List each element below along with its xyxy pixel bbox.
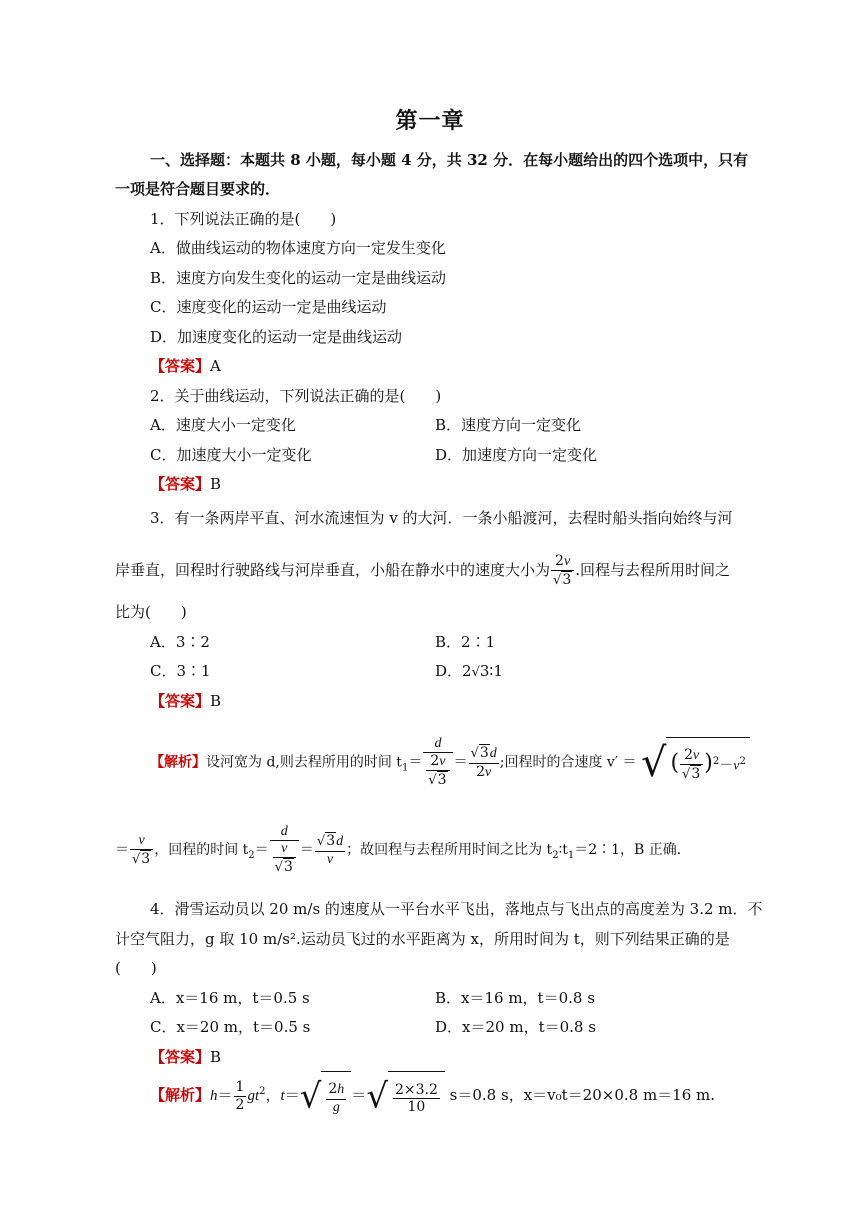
- q2-answer: 【答案】B: [150, 475, 222, 493]
- resultant-speed-sqrt: √ ( $\frac{2v}{√3}$ )$^2-v^2$: [641, 737, 750, 789]
- q1-answer-value: A: [210, 357, 221, 375]
- q3-option-a: A．3∶2: [150, 633, 210, 651]
- section-header-line-1: 一、选择题：本题共 8 小题，每小题 4 分，共 32 分．在每小题给出的四个选项中，只有: [150, 151, 749, 169]
- q4-option-b: B．x＝16 m，t＝0.8 s: [435, 989, 595, 1007]
- q3-option-b: B．2∶1: [435, 633, 496, 651]
- q2-stem: 2．关于曲线运动，下列说法正确的是( ): [150, 387, 442, 405]
- q3-stem-line-1: 3．有一条两岸平直、河水流速恒为 v 的大河．一条小船渡河，去程时船头指向始终与河: [150, 509, 733, 527]
- q3-analysis-line-1: 【解析】设河宽为 d,则去程所用的时间 $t_1=$ $\frac{d}{\frac{2v}{√3}}$ ＝ $\frac{√3d}{2v}$ ;回程时的合速度 v′ ＝ √ ( $\frac{2v}{√3}$ )$^2-v^2$: [150, 736, 750, 790]
- q2-option-c: C．加速度大小一定变化: [150, 446, 312, 464]
- q2-option-a: A．速度大小一定变化: [150, 416, 296, 434]
- q1-stem: 1．下列说法正确的是( ): [150, 210, 337, 228]
- q2-answer-value: B: [210, 475, 222, 493]
- q3-answer: 【答案】B: [150, 692, 222, 710]
- q4-answer: 【答案】B: [150, 1048, 222, 1066]
- q2-option-b: B．速度方向一定变化: [435, 416, 582, 434]
- answer-label: 【答案】: [150, 357, 211, 375]
- q3-option-d: D．2√3∶1: [435, 662, 503, 680]
- q4-analysis: 【解析】h＝ $\frac{1}{2}$ $gt^2$，t＝√ $\frac{2h}{g}$ ＝√ $\frac{2\times 3.2}{10}$ s＝0.8 s，x＝v₀t＝20×0.8 m＝16 m.: [150, 1068, 715, 1122]
- q1-option-d: D．加速度变化的运动一定是曲线运动: [150, 328, 403, 346]
- chapter-title: 第一章: [395, 108, 465, 134]
- section-header-line-2: 一项是符合题目要求的．: [115, 180, 281, 198]
- q3-analysis-line-2: ＝ $\frac{v}{√3}$ ，回程的时间 $t_2=$ $\frac{d}{\frac{v}{√3}}$ ＝ $\frac{√3d}{v}$ ；故回程与去程所用时间之比为 $t_2∶t_1=2∶1$，B 正确．: [115, 824, 691, 876]
- q2-option-d: D．加速度方向一定变化: [435, 446, 598, 464]
- q3-stem-line-2: 岸垂直，回程时行驶路线与河岸垂直，小船在静水中的速度大小为 $\frac{2v}{√3}$ .回程与去程所用时间之: [115, 552, 731, 589]
- q4-stem-line-3: ( ): [115, 959, 157, 977]
- q4-stem-line-1: 4．滑雪运动员以 20 m/s 的速度从一平台水平飞出，落地点与飞出点的高度差为 3.2 m．不: [150, 900, 763, 918]
- q3-option-c: C．3∶1: [150, 662, 211, 680]
- q1-option-b: B．速度方向发生变化的运动一定是曲线运动: [150, 269, 447, 287]
- q4-answer-value: B: [210, 1048, 222, 1066]
- q3-answer-value: B: [210, 692, 222, 710]
- q4-option-a: A．x＝16 m，t＝0.5 s: [150, 989, 310, 1007]
- q1-option-c: C．速度变化的运动一定是曲线运动: [150, 298, 387, 316]
- q3-speed-fraction: $\frac{2v}{√3}$: [551, 553, 574, 589]
- q4-option-c: C．x＝20 m，t＝0.5 s: [150, 1018, 311, 1036]
- q4-option-d: D．x＝20 m，t＝0.8 s: [435, 1018, 596, 1036]
- analysis-label: 【解析】: [150, 754, 206, 771]
- q1-option-a: A．做曲线运动的物体速度方向一定发生变化: [150, 239, 446, 257]
- q1-answer: [150, 356, 221, 376]
- q3-stem-line-3: 比为( ): [115, 603, 187, 621]
- q4-stem-line-2: 计空气阻力，g 取 10 m/s².运动员飞过的水平距离为 x，所用时间为 t，则下列结果正确的是: [115, 930, 730, 948]
